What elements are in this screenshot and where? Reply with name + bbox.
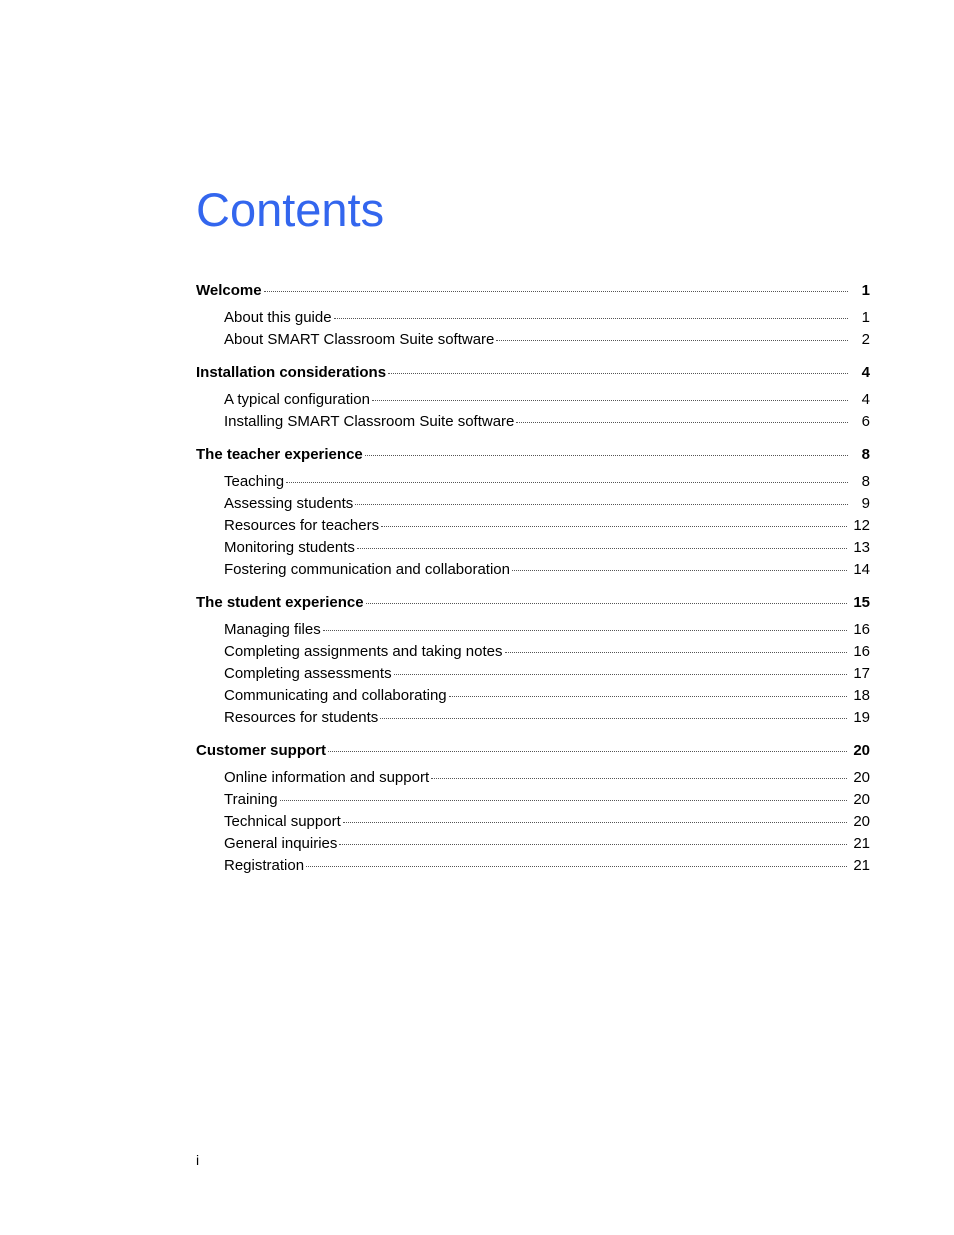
toc-subentry[interactable] <box>196 789 870 811</box>
toc-subentry[interactable] <box>196 811 870 833</box>
toc-section <box>196 362 870 433</box>
dot-leader <box>388 372 848 374</box>
dot-leader <box>449 695 848 697</box>
toc-entry-label: Installation considerations <box>196 364 387 381</box>
toc-entry-page: 19 <box>853 709 870 726</box>
toc-entry-page: 18 <box>853 687 870 704</box>
toc-subentry[interactable] <box>196 663 870 685</box>
toc-entry-label: Customer support <box>196 742 327 759</box>
toc-entry-page: 15 <box>853 594 870 611</box>
toc-entry-label: Managing files <box>224 621 321 638</box>
toc-chapter-entry[interactable] <box>196 740 870 762</box>
toc-entry-label: Assessing students <box>224 495 354 512</box>
dot-leader <box>280 799 848 801</box>
toc-entry-label: The teacher experience <box>196 446 363 463</box>
dot-leader <box>343 821 848 823</box>
toc-subentry[interactable] <box>196 767 870 789</box>
toc-entry-page: 16 <box>853 621 870 638</box>
dot-leader <box>381 525 847 527</box>
toc-entry-label: A typical configuration <box>224 391 370 408</box>
toc-entry-page: 8 <box>861 446 870 463</box>
dot-leader <box>355 503 848 505</box>
toc-section <box>196 444 870 581</box>
dot-leader <box>380 717 847 719</box>
table-of-contents <box>196 280 870 888</box>
dot-leader <box>357 547 847 549</box>
dot-leader <box>505 651 848 653</box>
toc-chapter-entry[interactable] <box>196 592 870 614</box>
toc-entry-label: Monitoring students <box>224 539 355 556</box>
toc-entry-page: 20 <box>853 742 870 759</box>
dot-leader <box>286 481 848 483</box>
toc-entry-page: 1 <box>861 309 870 326</box>
toc-entry-label: General inquiries <box>224 835 338 852</box>
toc-entry-label: Fostering communication and collaboration <box>224 561 510 578</box>
dot-leader <box>339 843 847 845</box>
toc-entry-page: 21 <box>853 835 870 852</box>
toc-entry-page: 6 <box>861 413 870 430</box>
page-title: Contents <box>196 183 385 236</box>
toc-entry-page: 17 <box>853 665 870 682</box>
toc-entry-label: About this guide <box>224 309 332 326</box>
toc-subentry[interactable] <box>196 493 870 515</box>
toc-subentry[interactable] <box>196 855 870 877</box>
toc-section <box>196 280 870 351</box>
dot-leader <box>323 629 848 631</box>
toc-entry-page: 20 <box>853 791 870 808</box>
toc-subentry[interactable] <box>196 411 870 433</box>
dot-leader <box>516 421 848 423</box>
dot-leader <box>334 317 848 319</box>
toc-entry-label: Resources for students <box>224 709 379 726</box>
toc-subentry[interactable] <box>196 641 870 663</box>
toc-entry-label: Technical support <box>224 813 341 830</box>
toc-entry-label: Completing assignments and taking notes <box>224 643 503 660</box>
toc-entry-page: 9 <box>861 495 870 512</box>
toc-subentry[interactable] <box>196 515 870 537</box>
toc-entry-label: Registration <box>224 857 305 874</box>
toc-entry-label: Communicating and collaborating <box>224 687 447 704</box>
toc-entry-page: 21 <box>853 857 870 874</box>
toc-chapter-entry[interactable] <box>196 444 870 466</box>
toc-chapter-entry[interactable] <box>196 280 870 302</box>
toc-entry-page: 12 <box>853 517 870 534</box>
dot-leader <box>431 777 847 779</box>
toc-entry-page: 16 <box>853 643 870 660</box>
toc-entry-label: Online information and support <box>224 769 430 786</box>
toc-subentry[interactable] <box>196 471 870 493</box>
toc-entry-page: 4 <box>861 391 870 408</box>
toc-entry-page: 13 <box>853 539 870 556</box>
dot-leader <box>366 602 848 604</box>
toc-entry-page: 4 <box>861 364 870 381</box>
toc-entry-page: 2 <box>861 331 870 348</box>
toc-entry-label: Welcome <box>196 282 262 299</box>
toc-entry-label: Installing SMART Classroom Suite software <box>224 413 515 430</box>
toc-entry-page: 20 <box>853 813 870 830</box>
toc-entry-page: 1 <box>861 282 870 299</box>
toc-subentry[interactable] <box>196 329 870 351</box>
toc-subentry[interactable] <box>196 307 870 329</box>
toc-chapter-entry[interactable] <box>196 362 870 384</box>
dot-leader <box>306 865 847 867</box>
toc-subentry[interactable] <box>196 685 870 707</box>
toc-entry-label: Teaching <box>224 473 285 490</box>
dot-leader <box>496 339 848 341</box>
toc-entry-label: Training <box>224 791 278 808</box>
toc-subentry[interactable] <box>196 619 870 641</box>
toc-subentry[interactable] <box>196 537 870 559</box>
dot-leader <box>512 569 847 571</box>
toc-entry-page: 20 <box>853 769 870 786</box>
toc-entry-label: The student experience <box>196 594 364 611</box>
toc-subentry[interactable] <box>196 389 870 411</box>
dot-leader <box>365 454 848 456</box>
toc-entry-page: 8 <box>861 473 870 490</box>
toc-section <box>196 740 870 877</box>
toc-subentry[interactable] <box>196 707 870 729</box>
toc-entry-label: Resources for teachers <box>224 517 380 534</box>
dot-leader <box>394 673 848 675</box>
toc-entry-label: Completing assessments <box>224 665 392 682</box>
dot-leader <box>372 399 848 401</box>
toc-entry-label: About SMART Classroom Suite software <box>224 331 495 348</box>
toc-entry-page: 14 <box>853 561 870 578</box>
toc-section <box>196 592 870 729</box>
dot-leader <box>328 750 847 752</box>
toc-subentry[interactable] <box>196 833 870 855</box>
toc-subentry[interactable] <box>196 559 870 581</box>
dot-leader <box>264 290 848 292</box>
page-number: i <box>196 1152 200 1168</box>
